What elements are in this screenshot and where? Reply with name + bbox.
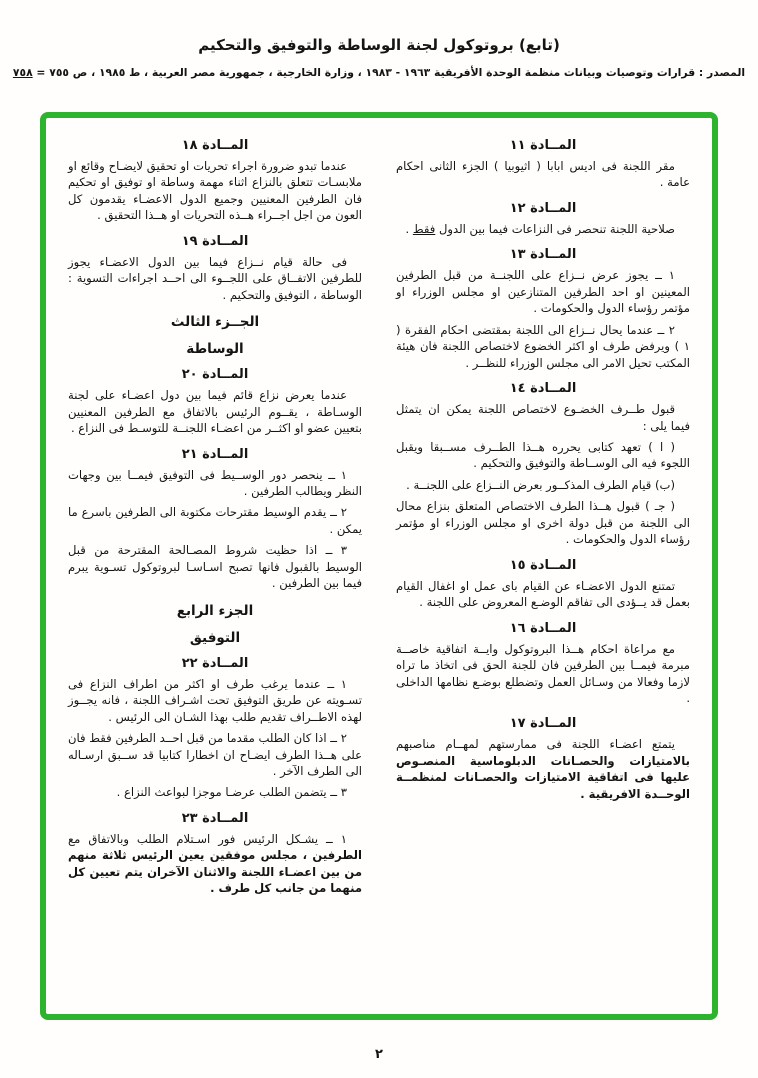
- two-column-layout: [46, 118, 712, 1014]
- paragraph: ٣ ــ اذا حظيت شروط المصـالحة المقترحة من قبل الوسيط بالقبول فانها تصبح اسـاسـا لبروتوكول تسـوية يبرم فيما بين الطرفين .: [68, 543, 362, 591]
- page-number: ٢: [375, 1047, 383, 1062]
- source-line: [0, 66, 758, 79]
- column-right: [396, 128, 690, 1006]
- source-page-range: ٧٥٨: [12, 66, 33, 79]
- document-header: [0, 36, 758, 79]
- paragraph: ٢ ــ اذا كان الطلب مقدما من قبل احــد الطرفين فقط فان على هــذا الطرف ايضـاح ان اخطارا كتابيا قد ســبق ارسـاله الى الطرف الآخر .: [68, 731, 362, 778]
- paragraph: [396, 736, 690, 802]
- paragraph: (ب) قيام الطرف المذكــور بعرض النــزاع على اللجنــة .: [406, 477, 675, 492]
- paragraph: ( ا ) تعهد كتابى يحرره هــذا الطــرف مســبقا ويقبل اللجوء فيه الى الوســاطة والتوفيق والتحكيم .: [396, 439, 690, 471]
- section-heading-part-three: الجــزء الثالث: [170, 314, 260, 331]
- paragraph: [396, 221, 690, 237]
- paragraph: قبول طــرف الخضـوع لاختصاص اللجنة يمكن ان يتمثل فيما يلى :: [396, 402, 690, 433]
- paragraph: ٢ ــ عندما يحال نــزاع الى اللجنة بمقتضى احكام الفقرة ( ١ ) ويرفض طرف او اكثر الخضوع لاختصاص اللجنة فان هيئة المكتب تحيل الامر الى مجلس الوزراء للنظــر .: [396, 322, 690, 370]
- paragraph: ( جـ ) قبول هــذا الطرف الاختصاص المتعلق بنزاع محال الى اللجنة من قبل دولة اخرى او مجلس الوزراء او مؤتمر رؤساء الدول والحكومات .: [396, 499, 690, 547]
- paragraph: مع مراعاة احكام هــذا البروتوكول وايــة اتفاقية خاصــة مبرمة فيمــا بين الطرفين فان للجنة الحق فى اتخاذ ما تراه لازما وفعالا من وسـائل العمل وتضطلع بوضـع نظامها الداخلى .: [396, 641, 690, 705]
- paragraph: عندما تبدو ضرورة اجراء تحريات او تحقيق لايضـاح وقائع او ملابسـات تتعلق بالنزاع اثناء مهمة وساطة او توفيق او تحكيم فان الطرفين المعنيين وجميع الدول الاعضـاء يقدمون كل العون من اجل اجــراء هــذه التحريات او هــذا التحقيق .: [68, 159, 362, 223]
- section-heading-mediation: الوساطة: [186, 341, 244, 358]
- article-heading-21: المــادة ٢١: [181, 446, 249, 462]
- content-frame: [40, 112, 718, 1020]
- paragraph: فى حالة قيام نــزاع فيما بين الدول الاعضـاء يجوز للطرفين الاتفــاق على اللجــوء الى احــد اجراءات التسوية : الوساطة ، التوفيق والتحكيم .: [68, 254, 362, 302]
- paragraph-bold-part: الطرفين ، مجلس موفقين يعين الرئيس ثلاثة منهم من بين اعضـاء اللجنة والاثنان الآخران يتم تعيين كل منهما من جانب كل طرف .: [68, 848, 362, 896]
- column-left: [68, 128, 362, 1006]
- article-heading-22: المــادة ٢٢: [181, 655, 249, 671]
- article-heading-13: المــادة ١٣: [509, 247, 577, 263]
- section-heading-conciliation: التوفيق: [189, 629, 241, 646]
- paragraph-tail: .: [405, 221, 413, 236]
- paragraph: ١ ــ ينحصر دور الوســيط فى التوفيق فيمــا بين وجهات النظر ويطالب الطرفين .: [68, 467, 362, 498]
- article-heading-15: المــادة ١٥: [509, 557, 577, 573]
- paragraph-text: يتمتع اعضـاء اللجنة فى ممارستهم لمهــام مناصبهم: [396, 737, 675, 752]
- underlined-word: فقط: [412, 221, 436, 236]
- article-heading-23: المــادة ٢٣: [181, 810, 249, 826]
- paragraph: ٣ ــ يتضمن الطلب عرضـا موجزا لبواعث النزاع .: [116, 785, 347, 800]
- paragraph: ٢ ــ يقدم الوسيط مقترحات مكتوبة الى الطرفين باسرع ما يمكن .: [68, 505, 362, 536]
- article-heading-12: المــادة ١٢: [509, 200, 577, 216]
- article-heading-17: المــادة ١٧: [509, 716, 577, 732]
- article-heading-16: المــادة ١٦: [509, 620, 577, 636]
- paragraph: عندما يعرض نزاع قائم فيما بين دول اعضـاء على لجنة الوسـاطة ، يقــوم الرئيس بالاتفاق مع الطرفين المعنيين بتعيين عضو او اكثــر من اعضـاء اللجنــة للتوسـط فى النزاع .: [68, 388, 362, 436]
- source-text: المصدر : قرارات وتوصيات وبيانات منظمة الوحدة الأفريقية ١٩٦٣ - ١٩٨٣ ، وزارة الخارجية ، جمهورية مصر العربية ، ط ١٩٨٥ ، ص ٧٥٥ =: [32, 66, 746, 79]
- document-title: (تابع) بروتوكول لجنة الوساطة والتوفيق والتحكيم: [198, 36, 560, 54]
- paragraph: ١ ــ يجوز عرض نــزاع على اللجنــة من قبل الطرفين المعينين او احد الطرفين المتنازعين او مجلس الوزراء او مؤتمر رؤساء الدول والحكومات .: [396, 268, 690, 316]
- section-heading-part-four: الجزء الرابع: [176, 602, 254, 619]
- article-heading-19: المــادة ١٩: [181, 233, 249, 249]
- paragraph: مقر اللجنة فى اديس ابابا ( اثيوبيا ) الجزء الثانى احكام عامة .: [396, 159, 690, 190]
- article-heading-14: المــادة ١٤: [509, 381, 577, 397]
- article-heading-18: المــادة ١٨: [181, 138, 249, 153]
- paragraph: [68, 831, 362, 897]
- article-heading-20: المــادة ٢٠: [181, 367, 249, 383]
- paragraph-text: ١ ــ يشـكل الرئيس فور اسـتلام الطلب وبالاتفاق مع: [68, 831, 347, 846]
- paragraph-bold-part: بالامتيازات والحصـانات الدبلوماسية المنصـوص عليها فى اتفاقية الامتيازات والحصـانات لمنظمــة الوحــدة الافريقية .: [396, 753, 690, 801]
- paragraph-text: صلاحية اللجنة تنحصر فى النزاعات فيما بين الدول: [435, 221, 675, 236]
- paragraph: ١ ــ عندما يرغب طرف او اكثر من اطراف النزاع فى تسـويته عن طريق التوفيق تحت اشـراف اللجنة ، فانه يجــوز لهذه الاطــراف تقديم طلب بهذا الشـان الى الرئيس .: [68, 676, 362, 724]
- paragraph: تمتنع الدول الاعضـاء عن القيام باى عمل او اغفال القيام بعمل قد يــؤدى الى تفاقم الوضـع المعروض على اللجنة .: [396, 578, 690, 610]
- article-heading-11: المــادة ١١: [509, 138, 577, 153]
